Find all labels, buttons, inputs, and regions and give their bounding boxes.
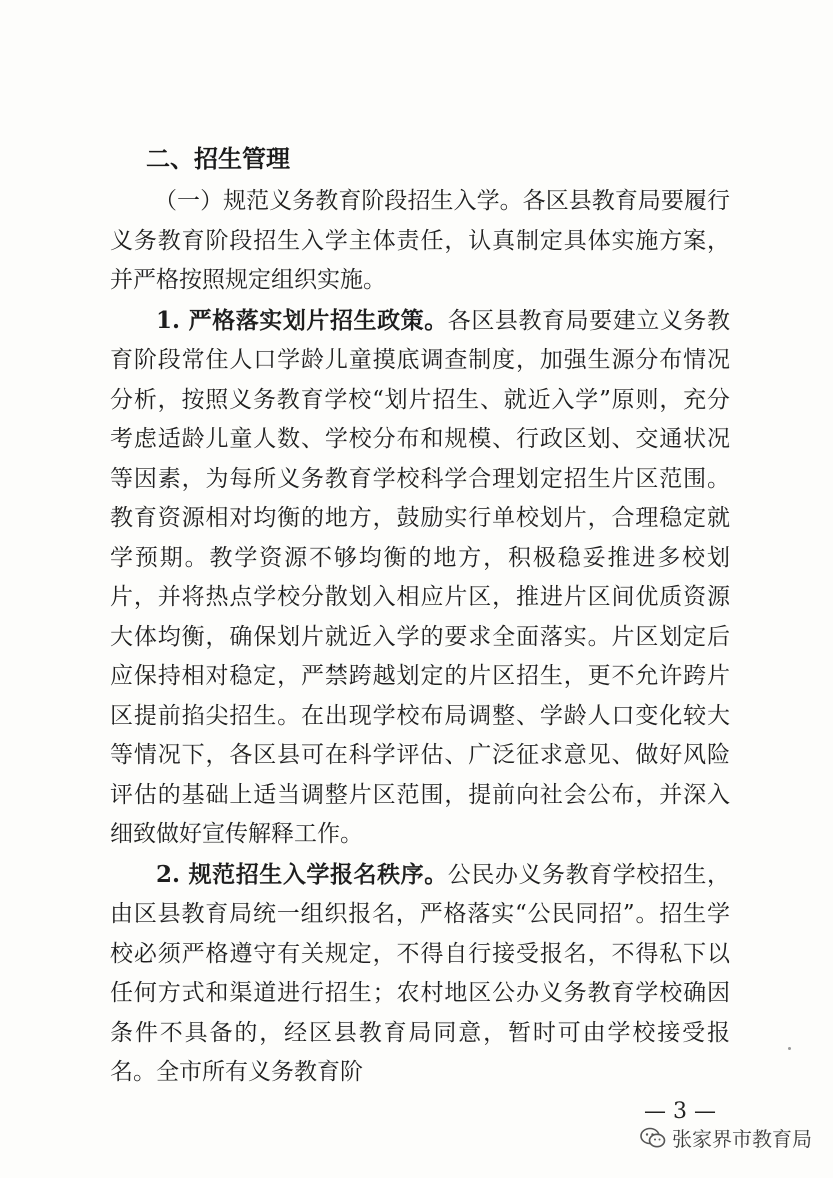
section-heading: 二、招生管理 [146, 145, 290, 173]
paragraph-3-lead: 2. 规范招生入学报名秩序。 [156, 860, 448, 888]
paragraph-2-text: 各区县教育局要建立义务教育阶段常住人口学龄儿童摸底调查制度，加强生源分布情况分析，按照义务教育学校“划片招生、就近入学”原则，充分考虑适龄儿童人数、学校分布和规模、行政区划、交通状况等因素，为每所义务教育学校科学合理划定招生片区范围。教育资源相对均衡的地方，鼓励实行单校划片，合理稳定就学预期。教学资源不够均衡的地方，积极稳妥推进多校划片，并将热点学校分散划入相应片区，推进片区间优质资源大体均衡，确保划片就近入学的要求全面落实。片区划定后应保持相对稳定，严禁跨越划定的片区招生，更不允许跨片区提前掐尖招生。在出现学校布局调整、学龄人口变化较大等情况下，各区县可在科学评估、广泛征求意见、做好风险评估的基础上适当调整片区范围，提前向社会公布，并深入细致做好宣传解释工作。 [110, 307, 730, 847]
wechat-icon [640, 1127, 666, 1149]
scan-speck [788, 1047, 791, 1050]
watermark-text: 张家界市教育局 [672, 1127, 812, 1151]
paragraph-2 [110, 301, 730, 855]
paragraph-3 [110, 855, 730, 1093]
paragraph-1-text: （一）规范义务教育阶段招生入学。各区县教育局要履行义务教育阶段招生入学主体责任，认真制定具体实施方案，并严格按照规定组织实施。 [110, 188, 730, 293]
watermark [640, 1123, 812, 1152]
paragraph-2-lead: 1. 严格落实划片招生政策。 [156, 306, 448, 334]
document-body [110, 181, 730, 1093]
page-number: — 3 — [644, 1099, 716, 1124]
paragraph-1 [110, 181, 730, 301]
paragraph-3-text: 公民办义务教育学校招生，由区县教育局统一组织报名，严格落实“公民同招”。招生学校必须严格遵守有关规定，不得自行接受报名，不得私下以任何方式和渠道进行招生；农村地区公办义务教育学校确因条件不具备的，经区县教育局同意，暂时可由学校接受报名。全市所有义务教育阶 [110, 861, 730, 1085]
